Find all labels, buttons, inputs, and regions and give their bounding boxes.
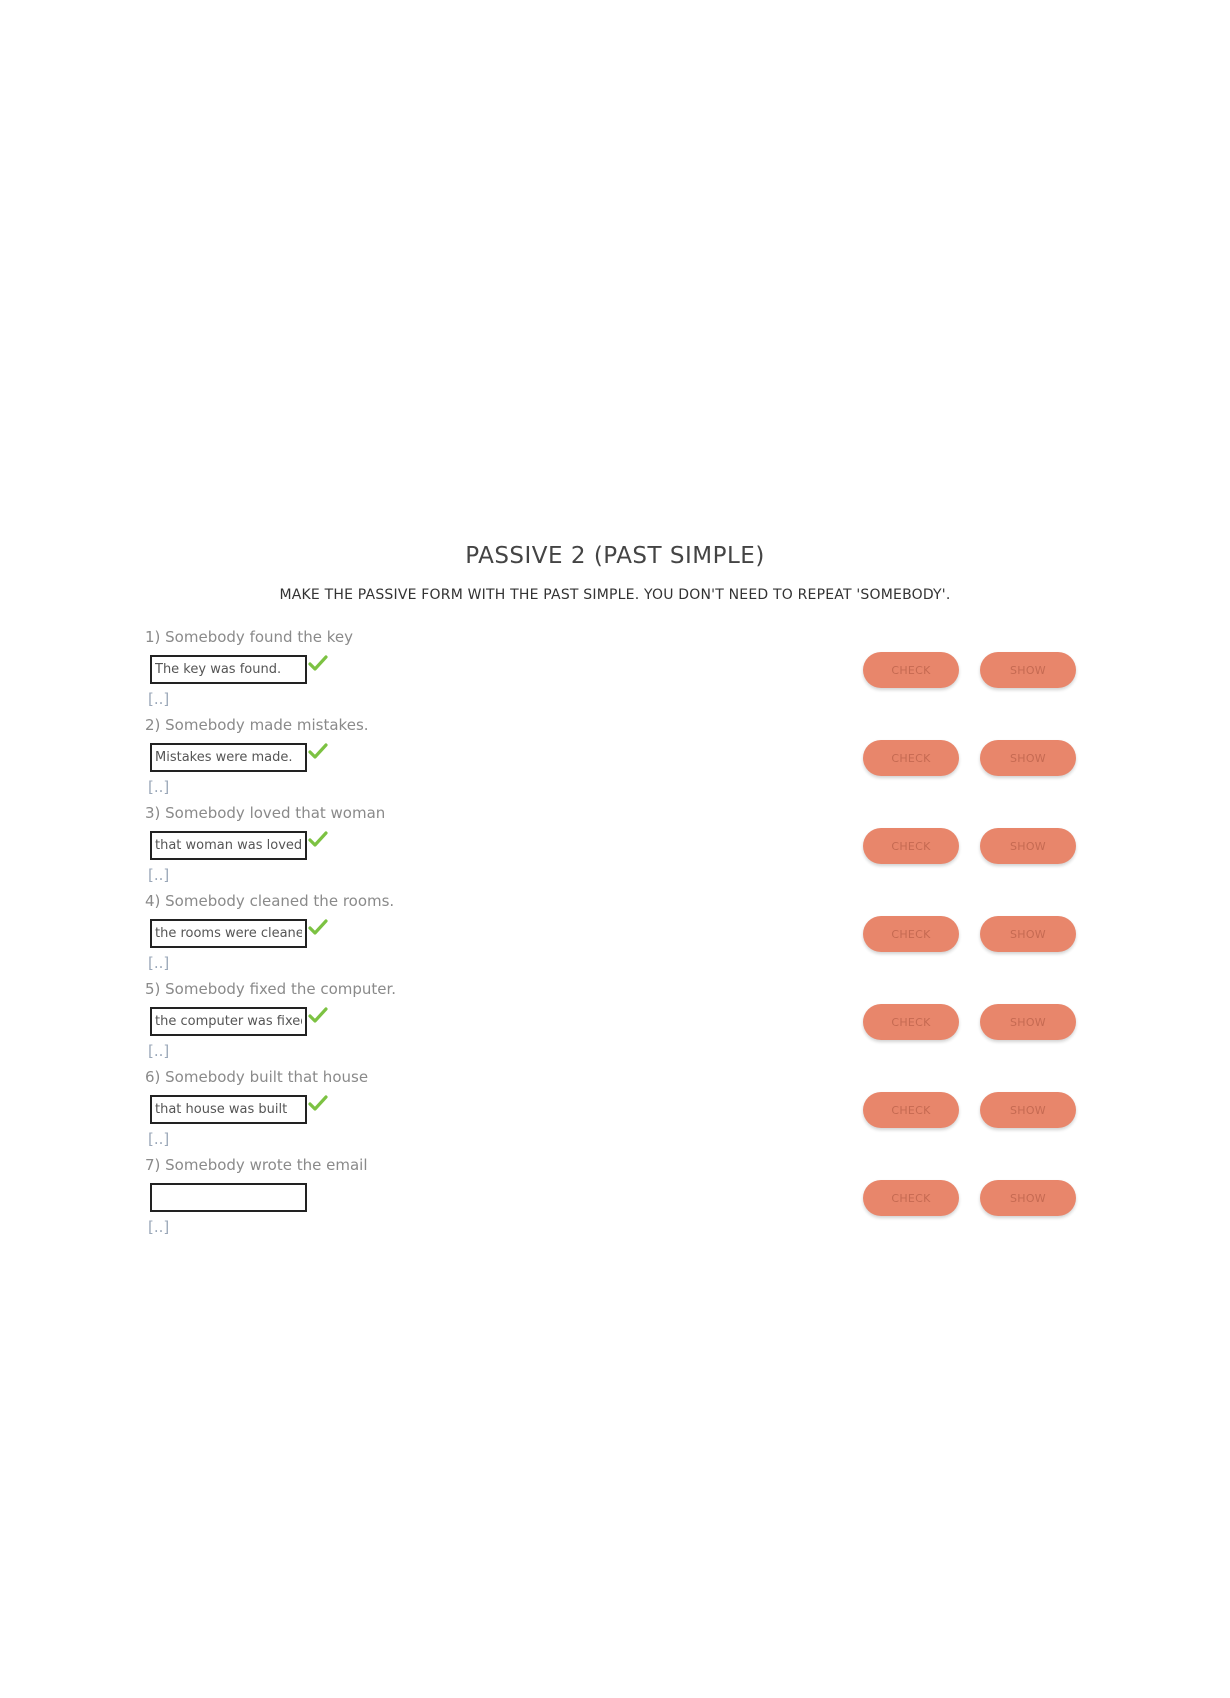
check-button[interactable]: CHECK: [863, 1004, 959, 1040]
question-text: 4) Somebody cleaned the rooms.: [145, 892, 395, 910]
notes-toggle[interactable]: [..]: [148, 690, 170, 708]
notes-toggle[interactable]: [..]: [148, 1130, 170, 1148]
checkmark-icon: [308, 655, 328, 673]
answer-input[interactable]: [150, 1007, 307, 1036]
exercise-item: [145, 1068, 1080, 1156]
question-text: 7) Somebody wrote the email: [145, 1156, 368, 1174]
question-text: 5) Somebody fixed the computer.: [145, 980, 397, 998]
show-button[interactable]: SHOW: [980, 1004, 1076, 1040]
exercise-item: [145, 1156, 1080, 1244]
check-button[interactable]: CHECK: [863, 1180, 959, 1216]
exercise-item: [145, 628, 1080, 716]
show-button[interactable]: SHOW: [980, 828, 1076, 864]
checkmark-icon: [308, 1095, 328, 1113]
answer-input[interactable]: [150, 743, 307, 772]
show-button[interactable]: SHOW: [980, 916, 1076, 952]
notes-toggle[interactable]: [..]: [148, 1042, 170, 1060]
check-button[interactable]: CHECK: [863, 828, 959, 864]
exercise-list: [145, 628, 1080, 1236]
check-button[interactable]: CHECK: [863, 1092, 959, 1128]
answer-input[interactable]: [150, 831, 307, 860]
instructions: MAKE THE PASSIVE FORM WITH THE PAST SIMPLE. YOU DON'T NEED TO REPEAT 'SOMEBODY'.: [279, 587, 951, 603]
exercise-item: [145, 804, 1080, 892]
check-button[interactable]: CHECK: [863, 916, 959, 952]
checkmark-icon: [308, 919, 328, 937]
answer-input[interactable]: [150, 1183, 307, 1212]
answer-input[interactable]: [150, 655, 307, 684]
check-button[interactable]: CHECK: [863, 740, 959, 776]
answer-input[interactable]: [150, 919, 307, 948]
checkmark-icon: [308, 831, 328, 849]
show-button[interactable]: SHOW: [980, 652, 1076, 688]
question-text: 1) Somebody found the key: [145, 628, 353, 646]
answer-input[interactable]: [150, 1095, 307, 1124]
exercise-item: [145, 892, 1080, 980]
checkmark-icon: [308, 743, 328, 761]
notes-toggle[interactable]: [..]: [148, 866, 170, 884]
notes-toggle[interactable]: [..]: [148, 1218, 170, 1236]
show-button[interactable]: SHOW: [980, 1180, 1076, 1216]
question-text: 6) Somebody built that house: [145, 1068, 369, 1086]
exercise-item: [145, 980, 1080, 1068]
question-text: 2) Somebody made mistakes.: [145, 716, 369, 734]
notes-toggle[interactable]: [..]: [148, 954, 170, 972]
question-text: 3) Somebody loved that woman: [145, 804, 386, 822]
page-title: PASSIVE 2 (PAST SIMPLE): [465, 543, 765, 569]
notes-toggle[interactable]: [..]: [148, 778, 170, 796]
show-button[interactable]: SHOW: [980, 1092, 1076, 1128]
checkmark-icon: [308, 1007, 328, 1025]
check-button[interactable]: CHECK: [863, 652, 959, 688]
exercise-item: [145, 716, 1080, 804]
show-button[interactable]: SHOW: [980, 740, 1076, 776]
